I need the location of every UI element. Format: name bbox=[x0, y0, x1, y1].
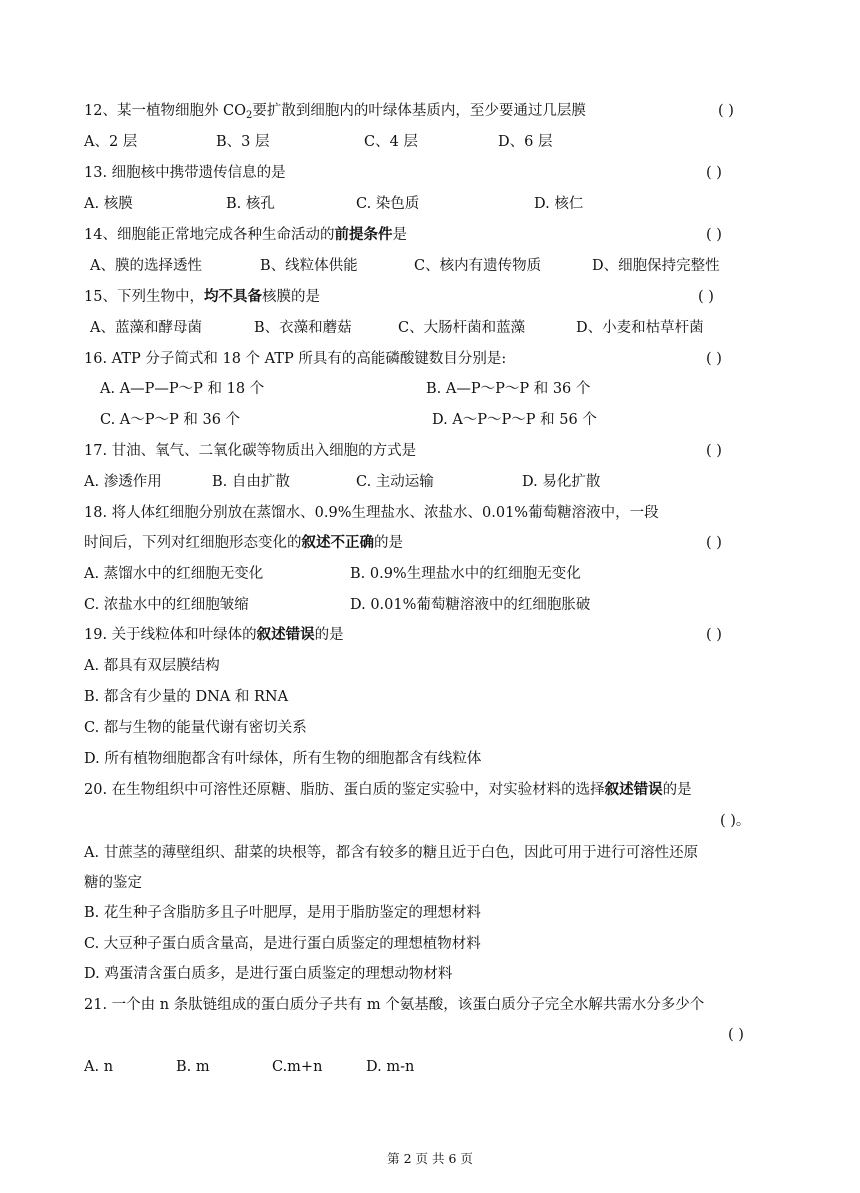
q20-option-d-line bbox=[84, 963, 780, 985]
question-14-options bbox=[84, 255, 780, 277]
q14-stem-b: 是 bbox=[392, 227, 407, 243]
question-16-stem bbox=[84, 348, 780, 370]
q20-stem-b: 的是 bbox=[662, 782, 692, 798]
q18-option-c: C. 浓盐水中的红细胞皱缩 bbox=[84, 597, 249, 613]
q19-option-c-line bbox=[84, 717, 780, 739]
q14-stem-emphasis: 前提条件 bbox=[334, 226, 393, 243]
q19-answer-bracket: ( ) bbox=[706, 627, 722, 643]
q21-option-d: D. m-n bbox=[366, 1059, 415, 1075]
q21-stem: 21. 一个由 n 条肽链组成的蛋白质分子共有 m 个氨基酸，该蛋白质分子完全水解共需水分多少个 bbox=[84, 997, 705, 1013]
q20-option-a-line2: 糖的鉴定 bbox=[84, 875, 142, 891]
question-13-options bbox=[84, 193, 780, 215]
q16-option-c: C. A～P～P 和 36 个 bbox=[100, 412, 241, 428]
question-21-stem bbox=[84, 994, 790, 1016]
q13-answer-bracket: ( ) bbox=[706, 165, 722, 181]
question-16-options-row1 bbox=[84, 378, 780, 400]
q19-option-a: A. 都具有双层膜结构 bbox=[84, 658, 220, 674]
q17-option-d: D. 易化扩散 bbox=[522, 474, 601, 490]
q14-option-a: A、膜的选择透性 bbox=[90, 258, 202, 274]
q19-stem-b: 的是 bbox=[314, 627, 344, 643]
q15-stem-b: 核膜的是 bbox=[261, 289, 320, 305]
q18-option-a: A. 蒸馏水中的红细胞无变化 bbox=[84, 566, 264, 582]
q12-option-b: B、3 层 bbox=[216, 134, 270, 150]
q18-stem-line2-b: 的是 bbox=[374, 535, 403, 551]
question-18-stem-line2 bbox=[84, 532, 780, 554]
question-16-options-row2 bbox=[84, 409, 780, 431]
q19-option-b: B. 都含有少量的 DNA 和 RNA bbox=[84, 689, 289, 705]
q15-option-d: D、小麦和枯草杆菌 bbox=[576, 320, 704, 336]
q19-option-d: D. 所有植物细胞都含有叶绿体，所有生物的细胞都含有线粒体 bbox=[84, 751, 482, 767]
q19-option-c: C. 都与生物的能量代谢有密切关系 bbox=[84, 720, 307, 736]
question-15-stem bbox=[84, 286, 780, 308]
q20-option-c-line bbox=[84, 933, 780, 955]
q14-option-c: C、核内有遗传物质 bbox=[414, 258, 542, 274]
q19-option-d-line bbox=[84, 748, 780, 770]
q15-option-c: C、大肠杆菌和蓝藻 bbox=[398, 320, 526, 336]
q15-answer-bracket: ( ) bbox=[698, 289, 714, 305]
question-18-stem-line1 bbox=[84, 502, 780, 524]
q21-option-b: B. m bbox=[176, 1059, 210, 1075]
q18-stem-line1: 18. 将人体红细胞分别放在蒸馏水、0.9%生理盐水、浓盐水、0.01%葡萄糖溶液中，一段 bbox=[84, 505, 659, 521]
q17-option-c: C. 主动运输 bbox=[356, 474, 434, 490]
q15-option-b: B、衣藻和蘑菇 bbox=[254, 320, 352, 336]
q19-stem-emphasis: 叙述错误 bbox=[256, 626, 315, 643]
q20-answer-bracket: ( )。 bbox=[720, 813, 751, 829]
q16-option-b: B. A—P～P～P 和 36 个 bbox=[426, 381, 591, 397]
q16-answer-bracket: ( ) bbox=[706, 351, 722, 367]
q20-option-b-line bbox=[84, 902, 780, 924]
q16-option-d: D. A～P～P～P 和 56 个 bbox=[432, 412, 597, 428]
q21-option-a: A. n bbox=[84, 1059, 114, 1075]
q20-option-a-line1: A. 甘蔗茎的薄壁组织、甜菜的块根等，都含有较多的糖且近于白色，因此可用于进行可溶性还原 bbox=[84, 845, 699, 861]
q12-option-a: A、2 层 bbox=[84, 134, 138, 150]
q20-bracket-line bbox=[84, 810, 780, 832]
q15-stem-emphasis: 均不具备 bbox=[203, 288, 262, 305]
question-18-options-row1 bbox=[84, 563, 780, 585]
question-15-options bbox=[84, 317, 780, 339]
question-14-stem bbox=[84, 224, 780, 246]
q12-option-d: D、6 层 bbox=[498, 134, 553, 150]
question-17-stem bbox=[84, 440, 780, 462]
question-17-options bbox=[84, 471, 780, 493]
q15-option-a: A、蓝藻和酵母菌 bbox=[90, 320, 202, 336]
q16-stem: 16. ATP 分子简式和 18 个 ATP 所具有的高能磷酸键数目分别是: bbox=[84, 351, 507, 367]
q20-option-b: B. 花生种子含脂肪多且子叶肥厚，是用于脂肪鉴定的理想材料 bbox=[84, 905, 481, 921]
q12-stem-subscript: 2 bbox=[246, 110, 253, 121]
q20-option-c: C. 大豆种子蛋白质含量高，是进行蛋白质鉴定的理想植物材料 bbox=[84, 936, 481, 952]
q21-bracket-line bbox=[84, 1024, 780, 1046]
q18-option-b: B. 0.9%生理盐水中的红细胞无变化 bbox=[350, 566, 581, 582]
q19-option-a-line bbox=[84, 655, 780, 677]
question-12-options bbox=[84, 131, 780, 153]
q18-option-d: D. 0.01%葡萄糖溶液中的红细胞胀破 bbox=[350, 597, 591, 613]
question-13-stem bbox=[84, 162, 780, 184]
question-19-stem bbox=[84, 624, 780, 646]
q18-answer-bracket: ( ) bbox=[706, 535, 722, 551]
question-12-stem bbox=[84, 100, 780, 122]
q12-answer-bracket: ( ) bbox=[718, 103, 734, 119]
q13-option-d: D. 核仁 bbox=[534, 196, 584, 212]
q18-stem-emphasis: 叙述不正确 bbox=[301, 534, 374, 551]
q14-option-b: B、线粒体供能 bbox=[260, 258, 358, 274]
q17-stem: 17. 甘油、氧气、二氧化碳等物质出入细胞的方式是 bbox=[84, 443, 417, 459]
q21-answer-bracket: ( ) bbox=[728, 1027, 744, 1043]
q12-stem-b: 要扩散到细胞内的叶绿体基质内，至少要通过几层膜 bbox=[252, 103, 586, 119]
q20-option-a-line2 bbox=[84, 872, 780, 894]
q14-stem-a: 14、细胞能正常地完成各种生命活动的 bbox=[84, 227, 335, 243]
q14-option-d: D、细胞保持完整性 bbox=[592, 258, 720, 274]
q21-option-c: C.m+n bbox=[272, 1059, 323, 1075]
question-18-options-row2 bbox=[84, 594, 780, 616]
q18-stem-line2-a: 时间后，下列对红细胞形态变化的 bbox=[84, 535, 302, 551]
question-21-options bbox=[84, 1056, 780, 1078]
q16-option-a: A. A—P—P～P 和 18 个 bbox=[100, 381, 265, 397]
q13-option-b: B. 核孔 bbox=[226, 196, 275, 212]
q14-answer-bracket: ( ) bbox=[706, 227, 722, 243]
q13-stem: 13. 细胞核中携带遗传信息的是 bbox=[84, 165, 286, 181]
q17-answer-bracket: ( ) bbox=[706, 443, 722, 459]
q13-option-a: A. 核膜 bbox=[84, 196, 133, 212]
q19-option-b-line bbox=[84, 686, 780, 708]
q20-stem-a: 20. 在生物组织中可溶性还原糖、脂肪、蛋白质的鉴定实验中，对实验材料的选择 bbox=[84, 782, 605, 798]
q15-stem-a: 15、下列生物中， bbox=[84, 289, 204, 305]
q17-option-a: A. 渗透作用 bbox=[84, 474, 162, 490]
q20-option-d: D. 鸡蛋清含蛋白质多，是进行蛋白质鉴定的理想动物材料 bbox=[84, 966, 453, 982]
q13-option-c: C. 染色质 bbox=[356, 196, 420, 212]
page-number-footer: 第 2 页 共 6 页 bbox=[387, 1151, 473, 1166]
q20-option-a-line1 bbox=[84, 842, 790, 864]
q17-option-b: B. 自由扩散 bbox=[212, 474, 290, 490]
q12-option-c: C、4 层 bbox=[364, 134, 418, 150]
q12-stem-a: 12、某一植物细胞外 CO bbox=[84, 103, 247, 119]
question-20-stem bbox=[84, 779, 790, 801]
q20-stem-emphasis: 叙述错误 bbox=[604, 781, 663, 798]
q19-stem-a: 19. 关于线粒体和叶绿体的 bbox=[84, 627, 257, 643]
